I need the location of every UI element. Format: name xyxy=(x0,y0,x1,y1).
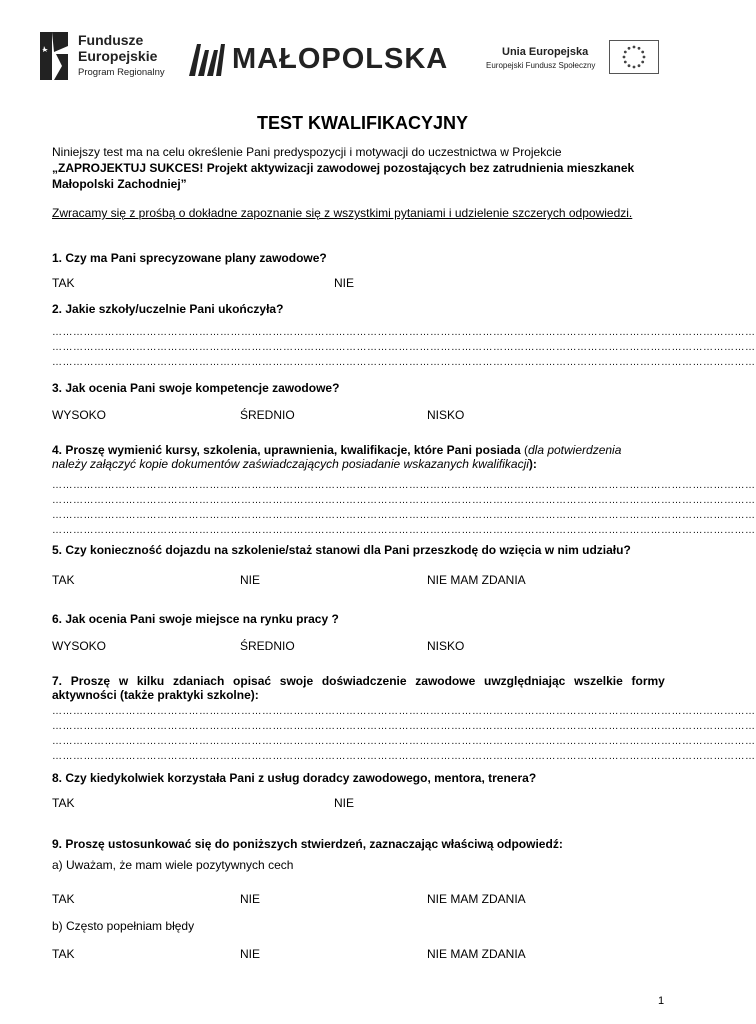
intro-line2: „ZAPROJEKTUJ SUKCES! Projekt aktywizacji zawodowej pozostających bez zatrudnienia mieszkanek xyxy=(52,161,635,175)
ue-logo-line1: Unia Europejska xyxy=(502,46,589,58)
q7-answer-line[interactable]: ………………………………………………………………………………………………………………………………………………………………………………… xyxy=(52,706,756,717)
q7-word: zdaniach xyxy=(172,674,225,688)
q4-paren-close: ): xyxy=(528,457,537,471)
q5-option-nie[interactable]: NIE xyxy=(240,573,261,587)
question-8: 8. Czy kiedykolwiek korzystała Pani z usług doradcy zawodowego, mentora, trenera? xyxy=(52,771,537,785)
q7-word: doświadczenie xyxy=(321,674,407,688)
q3-option-wysoko[interactable]: WYSOKO xyxy=(52,408,107,422)
question-4 xyxy=(52,443,621,457)
q9a-statement: a) Uważam, że mam wiele pozytywnych cech xyxy=(52,858,294,872)
q7-answer-line[interactable]: ………………………………………………………………………………………………………………………………………………………………………………… xyxy=(52,751,756,762)
fe-logo-line3: Program Regionalny xyxy=(78,67,165,78)
q7-answer-line[interactable]: ………………………………………………………………………………………………………………………………………………………………………………… xyxy=(52,721,756,732)
q7-word: zawodowe xyxy=(415,674,476,688)
malopolska-logo-text: MAŁOPOLSKA xyxy=(232,43,449,75)
fe-logo-line1: Fundusze xyxy=(78,32,144,48)
q7-word: opisać xyxy=(233,674,272,688)
q9b-option-tak[interactable]: TAK xyxy=(52,947,75,961)
q7-word: wszelkie xyxy=(574,674,623,688)
intro-line3: Małopolski Zachodniej” xyxy=(52,177,187,191)
q8-option-nie[interactable]: NIE xyxy=(334,796,355,810)
q4-answer-line[interactable]: ………………………………………………………………………………………………………………………………………………………………………………… xyxy=(52,480,756,491)
intro-notice: Zwracamy się z prośbą o dokładne zapoznanie się z wszystkimi pytaniami i udzielenie szczerych odpowiedzi. xyxy=(52,206,633,220)
q9b-statement: b) Często popełniam błędy xyxy=(52,919,195,933)
q8-option-tak[interactable]: TAK xyxy=(52,796,75,810)
fundusze-europejskie-logo xyxy=(40,30,170,82)
q1-option-tak[interactable]: TAK xyxy=(52,276,75,290)
q6-option-nisko[interactable]: NISKO xyxy=(427,639,465,653)
question-6: 6. Jak ocenia Pani swoje miejsce na rynku pracy ? xyxy=(52,612,339,626)
q4-text: 4. Proszę wymienić kursy, szkolenia, uprawnienia, kwalifikacje, które Pani posiada xyxy=(52,443,521,457)
malopolska-m-icon xyxy=(188,40,226,76)
q7-word: 7. xyxy=(52,674,63,688)
question-7-line2: aktywności (także praktyki szkolne): xyxy=(52,688,259,702)
q9b-option-nie[interactable]: NIE xyxy=(240,947,261,961)
ue-logo-line2: Europejski Fundusz Społeczny xyxy=(486,61,596,70)
q9a-option-nie-mam-zdania[interactable]: NIE MAM ZDANIA xyxy=(427,892,526,906)
q9a-option-nie[interactable]: NIE xyxy=(240,892,261,906)
q4-note2: należy załączyć kopie dokumentów zaświadczających posiadanie wskazanych kwalifikacji xyxy=(52,457,529,471)
question-1: 1. Czy ma Pani sprecyzowane plany zawodowe? xyxy=(52,251,327,265)
q5-option-tak[interactable]: TAK xyxy=(52,573,75,587)
q5-option-nie-mam-zdania[interactable]: NIE MAM ZDANIA xyxy=(427,573,526,587)
q2-answer-line[interactable]: ………………………………………………………………………………………………………………………………………………………………………………… xyxy=(52,357,756,368)
q7-word: kilku xyxy=(136,674,165,688)
question-2: 2. Jakie szkoły/uczelnie Pani ukończyła? xyxy=(52,302,284,316)
q4-paren-open: ( xyxy=(520,443,528,457)
question-7 xyxy=(52,674,665,688)
page-title: TEST KWALIFIKACYJNY xyxy=(256,113,468,133)
question-4-line2 xyxy=(52,457,537,471)
fe-star-icon xyxy=(40,32,70,80)
q6-option-srednio[interactable]: ŚREDNIO xyxy=(240,639,295,653)
q4-answer-line[interactable]: ………………………………………………………………………………………………………………………………………………………………………………… xyxy=(52,495,756,506)
eu-flag-icon xyxy=(609,40,659,74)
page-number: 1 xyxy=(658,995,665,1007)
q9a-option-tak[interactable]: TAK xyxy=(52,892,75,906)
q4-answer-line[interactable]: ………………………………………………………………………………………………………………………………………………………………………………… xyxy=(52,525,756,536)
q2-answer-line[interactable]: ………………………………………………………………………………………………………………………………………………………………………………… xyxy=(52,342,756,353)
question-5: 5. Czy konieczność dojazdu na szkolenie/staż stanowi dla Pani przeszkodę do wzięcia w nim udziału? xyxy=(52,543,631,557)
q3-option-srednio[interactable]: ŚREDNIO xyxy=(240,408,295,422)
q4-note1: dla potwierdzenia xyxy=(527,443,622,457)
intro-line1: Niniejszy test ma na celu określenie Pani predyspozycji i motywacji do uczestnictwa w Projekcie xyxy=(52,145,562,159)
malopolska-logo xyxy=(188,38,463,80)
q2-answer-line[interactable]: ………………………………………………………………………………………………………………………………………………………………………………… xyxy=(52,327,756,338)
question-9: 9. Proszę ustosunkować się do poniższych stwierdzeń, zaznaczając właściwą odpowiedź: xyxy=(52,837,563,851)
q7-word: w xyxy=(118,674,129,688)
q4-answer-line[interactable]: ………………………………………………………………………………………………………………………………………………………………………………… xyxy=(52,510,756,521)
q9b-option-nie-mam-zdania[interactable]: NIE MAM ZDANIA xyxy=(427,947,526,961)
q3-option-nisko[interactable]: NISKO xyxy=(427,408,465,422)
q6-option-wysoko[interactable]: WYSOKO xyxy=(52,639,107,653)
q7-word: formy xyxy=(631,674,665,688)
question-3: 3. Jak ocenia Pani swoje kompetencje zawodowe? xyxy=(52,381,340,395)
q7-answer-line[interactable]: ………………………………………………………………………………………………………………………………………………………………………………… xyxy=(52,736,756,747)
fe-logo-line2: Europejskie xyxy=(78,48,158,64)
q1-option-nie[interactable]: NIE xyxy=(334,276,355,290)
q7-word: Proszę xyxy=(70,674,111,688)
q7-word: swoje xyxy=(279,674,314,688)
q7-word: uwzględniając xyxy=(484,674,566,688)
